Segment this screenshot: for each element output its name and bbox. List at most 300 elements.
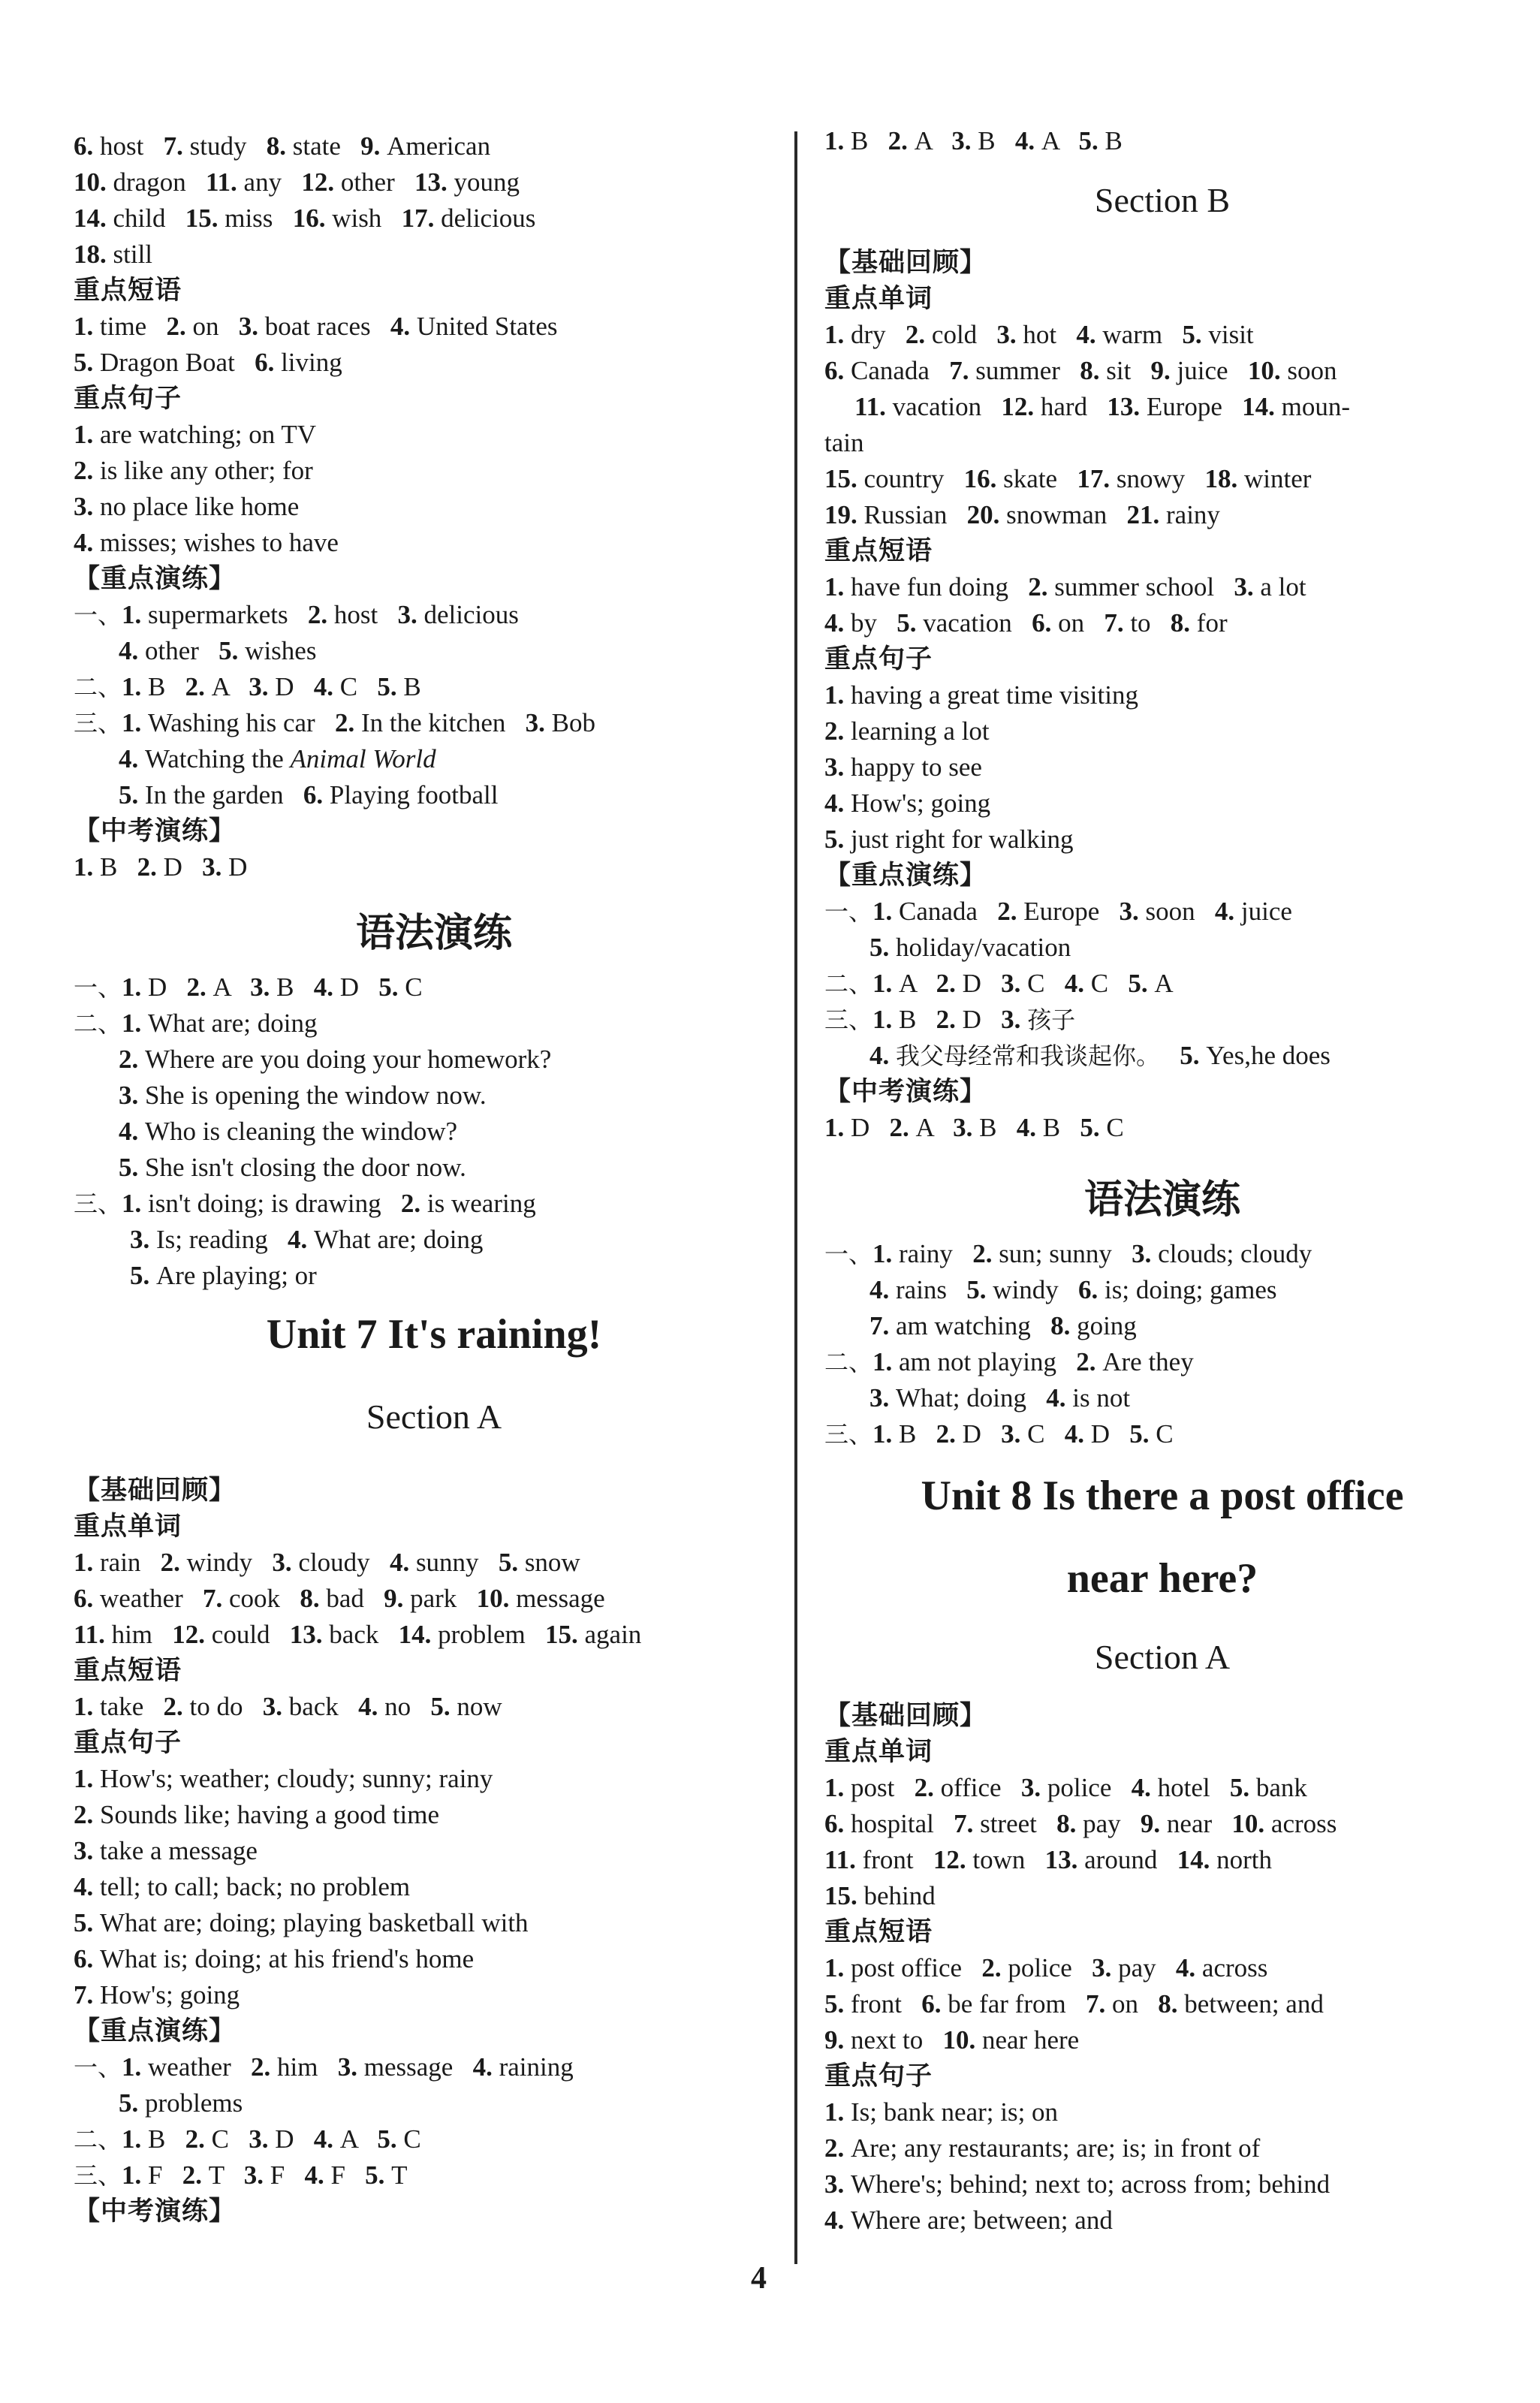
answer-number: 3. [1001,1005,1028,1034]
answer-item [824,788,990,818]
answer-number: 5. [1128,969,1155,998]
answer-number: 4. [824,788,851,818]
answer-number: 18. [1204,464,1244,493]
section-prefix: 二、 [74,1009,122,1038]
answer-number: 2. [186,972,213,1002]
answer-item [401,1189,536,1218]
answer-text: across [1201,1953,1268,1982]
answer-item [365,2160,407,2190]
answer-number: 3. [130,1225,156,1254]
answer-item [1205,464,1312,493]
answer-item [1086,1989,1138,2019]
answer-item [890,1113,933,1142]
answer-number: 2. [981,1953,1008,1982]
answer-line [824,2025,1079,2055]
answer-line [869,1041,1331,1071]
answer-text: across [1270,1809,1337,1838]
answer-item [1077,464,1185,493]
answer-number: 7. [74,1980,100,2010]
answer-line [74,1009,317,1039]
answer-item [824,716,990,746]
answer-number: 4. [1076,320,1103,349]
section-heading: 重点句子 [74,384,182,414]
answer-number: 4. [824,2206,851,2235]
answer-item [430,1692,502,1721]
answer-line [824,1113,1124,1143]
answer-number: 3. [250,972,277,1002]
answer-text: warm [1102,320,1163,349]
answer-item [942,2025,1079,2055]
answer-text: between; and [1184,1989,1324,2019]
answer-text: D [148,972,167,1002]
answer-line [74,1620,641,1650]
answer-number: 1. [122,600,149,629]
answer-item [74,1620,152,1649]
answer-item [1076,320,1162,349]
section-heading: 重点短语 [74,276,182,306]
answer-number: 7. [1104,608,1131,638]
answer-number: 14. [1177,1845,1217,1874]
answer-text: F [270,2160,285,2190]
answer-item [263,1692,339,1721]
section-heading: 【中考演练】 [74,2196,237,2227]
answer-item [377,2124,420,2154]
answer-line [824,1239,1312,1269]
answer-number: 10. [1231,1809,1271,1838]
answer-item [166,312,218,341]
answer-number: 16. [963,464,1004,493]
answer-item [1001,969,1044,998]
answer-text: delicious [441,204,536,233]
answer-item [119,1117,457,1146]
answer-item [824,2133,1260,2163]
answer-text: hard [1040,392,1088,421]
answer-item [399,1620,526,1649]
answer-line [824,716,990,746]
answer-number: 4. [119,1117,145,1146]
answer-text: Canada [851,356,930,385]
answer-item [1045,1845,1158,1874]
answer-number: 3. [202,852,229,882]
answer-item [119,636,199,665]
answer-item [130,1225,268,1254]
answer-text: What are; doing [148,1009,318,1038]
answer-line [824,2097,1058,2127]
page-number: 4 [751,2261,767,2296]
answer-text: sit [1106,356,1132,385]
answer-text: miss [225,204,273,233]
answer-number: 6. [74,1944,100,1973]
answer-number: 5. [119,1153,145,1182]
section-heading: 【重点演练】 [74,2016,237,2046]
answer-text: Washing his car [148,708,315,737]
answer-item [996,320,1056,349]
answer-number: 6. [824,356,851,385]
answer-item [185,672,229,701]
answer-item [872,1005,916,1034]
answer-text: Is; bank near; is; on [851,2097,1059,2127]
answer-text: on [1058,608,1085,638]
answer-text: windy [993,1275,1059,1304]
answer-text: B [1042,1113,1061,1142]
answer-number: 3. [1001,969,1028,998]
answer-item [824,464,944,493]
answer-number: 1. [74,852,100,882]
answer-item [1001,1419,1044,1449]
answer-item [202,852,247,882]
column-divider [794,131,797,2264]
answer-text: 孩子 [1027,1006,1076,1034]
answer-text: C [1090,969,1109,998]
answer-item [249,2124,294,2154]
answer-number: 4. [313,2124,340,2154]
answer-text: state [292,131,341,161]
answer-number: 2. [185,672,212,701]
answer-item [824,1989,902,2019]
section-heading: 【基础回顾】 [74,1476,237,1506]
answer-line [74,1548,580,1578]
answer-item [824,680,1138,710]
answer-text: F [148,2160,163,2190]
answer-text: dry [851,320,886,349]
answer-item [936,1419,981,1449]
answer-line [824,356,1337,386]
answer-item [185,2124,229,2154]
answer-number: 2. [1076,1347,1103,1376]
answer-number: 1. [872,1347,900,1376]
answer-item [1120,897,1195,926]
answer-number: 10. [74,167,113,197]
answer-text: boat races [264,312,371,341]
answer-text: other [145,636,199,665]
answer-number: 2. [972,1239,999,1268]
answer-text: F [330,2160,345,2190]
answer-line [74,1944,474,1974]
answer-text: Europe [1146,392,1222,421]
answer-item [300,1584,364,1613]
answer-text: B [276,972,294,1002]
answer-item [74,1944,474,1973]
answer-text: Are playing; or [156,1261,317,1290]
answer-text: by [851,608,877,638]
answer-item [824,1773,894,1802]
answer-text: How's; weather; cloudy; sunny; rainy [100,1764,493,1793]
answer-item [921,1989,1065,2019]
answer-text: going [1077,1311,1137,1340]
answer-item [119,744,291,773]
answer-item [936,969,981,998]
answer-item [997,897,1099,926]
answer-text: post [851,1773,895,1802]
answer-number: 3. [996,320,1023,349]
answer-item [1176,1953,1267,1982]
answer-text: Russian [863,500,948,529]
answer-item [967,500,1108,529]
answer-text: Are they [1102,1347,1194,1376]
answer-number: 4. [1014,126,1041,155]
answer-number: 5. [824,825,851,854]
answer-text: have fun doing [851,572,1008,602]
answer-number: 3. [119,1081,145,1110]
answer-number: 17. [1077,464,1117,493]
answer-number: 5. [430,1692,457,1721]
answer-text: A [212,972,231,1002]
answer-text: vacation [892,392,982,421]
answer-number: 1. [872,1419,900,1449]
answer-item [1132,1773,1210,1802]
answer-number: 2. [137,852,164,882]
answer-item [249,672,294,701]
answer-number: 5. [377,672,404,701]
answer-item [964,464,1057,493]
answer-line [824,752,982,782]
answer-text: police [1047,1773,1112,1802]
answer-item [954,1809,1037,1838]
answer-item [378,972,422,1002]
answer-number: 3. [74,492,100,521]
answer-text: Who is cleaning the window? [145,1117,458,1146]
answer-item [122,2160,162,2190]
answer-number: 1. [824,126,851,155]
answer-line [74,1980,240,2010]
answer-item [1127,500,1220,529]
answer-item [187,972,231,1002]
answer-item [74,131,143,161]
answer-number: 1. [122,1009,149,1038]
section-title: Section B [1094,181,1231,219]
answer-number: 1. [824,572,851,602]
answer-text: sunny [415,1548,479,1577]
answer-number: 1. [824,680,851,710]
section-title: Section A [1094,1638,1231,1676]
answer-item [824,500,947,529]
answer-line [74,492,299,522]
answer-number: 2. [936,1005,963,1034]
answer-item [1104,608,1150,638]
answer-item [164,1692,243,1721]
answer-number: 5. [1180,1041,1207,1070]
answer-number: 4. [1175,1953,1202,1982]
answer-text: other [340,167,395,197]
answer-text: D [962,969,981,998]
answer-line [824,1773,1307,1803]
answer-text: living [281,348,342,377]
answer-item [824,2206,1113,2235]
answer-number: 10. [476,1584,517,1613]
answer-text: windy [186,1548,253,1577]
section-heading: 重点句子 [824,644,933,674]
answer-line [74,204,535,234]
answer-item [119,2088,243,2118]
answer-number: 2. [888,126,915,155]
answer-number: 2. [905,320,932,349]
answer-item [74,348,235,377]
answer-number: 2. [185,2124,212,2154]
answer-text: wish [332,204,382,233]
answer-number: 8. [1170,608,1197,638]
answer-text: country [863,464,945,493]
answer-number: 11. [74,1620,112,1649]
answer-number: 8. [1050,1311,1077,1340]
answer-text: C [403,2124,421,2154]
answer-number: 4. [1214,897,1241,926]
answer-item [824,320,886,349]
answer-item [1107,392,1222,421]
section-heading: 重点句子 [824,2061,933,2091]
answer-line [824,126,1123,156]
answer-line [824,1419,1174,1449]
answer-number: 3. [824,752,851,782]
answer-number: 18. [74,240,113,269]
answer-text: B [148,2124,166,2154]
answer-text: A [1041,126,1059,155]
grammar-heading: 语法演练 [1083,1177,1240,1223]
answer-number: 4. [1064,969,1091,998]
answer-line [824,2206,1113,2236]
answer-item [1065,969,1108,998]
answer-number: 5. [74,1908,100,1937]
answer-line [74,2052,574,2082]
answer-text: B [403,672,421,701]
answer-number: 6. [921,1989,948,2019]
answer-item [545,1620,641,1649]
answer-number: 2. [119,1045,145,1074]
answer-text: T [391,2160,408,2190]
answer-line [74,167,520,197]
answer-item [972,1239,1112,1268]
answer-item [122,2052,231,2082]
answer-text: rainy [899,1239,953,1268]
answer-text: Europe [1023,897,1100,926]
answer-number: 3. [1132,1239,1159,1268]
answer-item [74,456,313,485]
answer-number: 1. [824,1113,851,1142]
answer-item [953,1113,996,1142]
answer-text: hotel [1157,1773,1210,1802]
answer-line [854,392,1350,422]
answer-item [74,852,117,882]
answer-line [74,348,342,378]
answer-line [74,240,152,270]
answer-line [824,1347,1194,1377]
answer-number: 19. [824,500,864,529]
answer-number: 8. [1080,356,1107,385]
answer-line [824,680,1138,710]
answer-text: take a message [100,1836,258,1865]
answer-text: Dragon Boat [100,348,235,377]
answer-number: 1. [872,969,900,998]
section-heading: 【中考演练】 [824,1077,987,1107]
answer-text: front [851,1989,903,2019]
answer-item [872,897,978,926]
answer-text: him [277,2052,318,2082]
answer-item [869,1041,1160,1070]
answer-text: A [339,2124,358,2154]
answer-number: 5. [1129,1419,1156,1449]
answer-item [824,356,930,385]
answer-line [824,1809,1337,1839]
answer-item [1076,1347,1193,1376]
answer-text: on [1111,1989,1138,2019]
answer-item [1230,1773,1307,1802]
section-prefix: 一、 [74,601,122,629]
answer-number: 12. [301,167,341,197]
answer-number: 4. [313,972,340,1002]
answer-text: problems [145,2088,243,2118]
answer-item [137,852,182,882]
answer-item [119,1045,551,1074]
answer-number: 5. [377,2124,404,2154]
answer-text: B [1105,126,1123,155]
answer-text: next to [851,2025,924,2055]
answer-number: 15. [185,204,225,233]
answer-item [1078,1275,1276,1304]
answer-number: 6. [1032,608,1059,638]
answer-text: message [516,1584,605,1613]
answer-text: Where are you doing your homework? [145,1045,552,1074]
answer-number: 11. [205,167,244,197]
answer-number: 5. [1229,1773,1256,1802]
answer-item [308,600,378,629]
answer-text: She is opening the window now. [145,1081,487,1110]
answer-line [74,852,247,882]
answer-text: still [113,240,153,269]
section-prefix: 一、 [824,1240,873,1268]
answer-text: back [288,1692,339,1721]
answer-item [244,2160,285,2190]
section-prefix: 一、 [74,973,122,1002]
answer-item [1080,1113,1123,1142]
answer-number: 13. [1044,1845,1085,1874]
answer-text: is wearing [426,1189,536,1218]
answer-text: park [410,1584,457,1613]
section-heading: 【中考演练】 [74,816,237,846]
answer-number: 17. [401,204,442,233]
answer-item [122,600,288,629]
answer-number: 5. [824,1989,851,2019]
answer-number: 4. [472,2052,499,2082]
answer-item [1231,1809,1337,1838]
answer-number: 14. [1242,392,1282,421]
answer-number: 2. [334,708,361,737]
answer-text: time [100,312,147,341]
answer-number: 3. [238,312,265,341]
answer-number: 5. [365,2160,392,2190]
answer-item [1080,356,1131,385]
answer-text: just right for walking [851,825,1074,854]
answer-item [122,972,167,1002]
answer-item [272,1548,369,1577]
answer-text: soon [1287,356,1337,385]
answer-line [74,1189,536,1219]
answer-item [1028,572,1214,602]
answer-number: 14. [398,1620,438,1649]
answer-line [824,1953,1267,1983]
answer-item [1158,1989,1324,2019]
answer-number: 3. [272,1548,299,1577]
answer-number: 7. [869,1311,896,1340]
answer-item [824,2169,1330,2199]
answer-item [949,356,1060,385]
answer-item [1001,1005,1075,1034]
answer-item [255,348,342,377]
answer-text: could [211,1620,270,1649]
answer-line [824,969,1174,999]
answer-item [239,312,371,341]
answer-text: C [1106,1113,1124,1142]
answer-number: 3. [525,708,552,737]
answer-number: 6. [74,131,100,161]
